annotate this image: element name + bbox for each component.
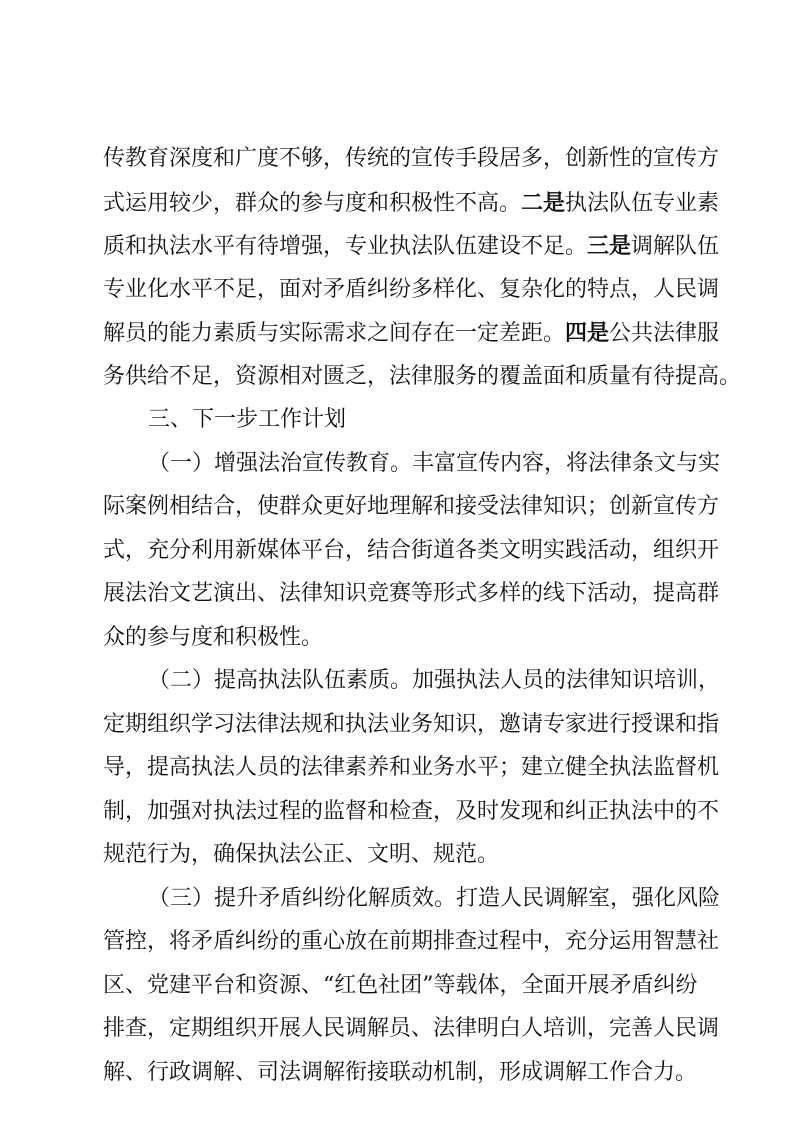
text-run: 区、党建平台和资源、“红色社团”等载体，全面开展矛盾纠纷 bbox=[103, 973, 698, 998]
text-run: 丰富宣传内容，将法律条文与实 bbox=[412, 451, 721, 476]
paragraph-line bbox=[103, 748, 720, 788]
section-heading bbox=[148, 400, 693, 440]
paragraph-line bbox=[103, 705, 720, 745]
paragraph-line bbox=[103, 139, 720, 179]
paragraph-line bbox=[103, 487, 720, 527]
text-run: 规范行为，确保执法公正、文明、规范。 bbox=[103, 842, 500, 867]
paragraph-line bbox=[148, 444, 721, 484]
paragraph-line bbox=[103, 226, 720, 266]
paragraph-line bbox=[103, 835, 693, 875]
paragraph-line bbox=[103, 574, 720, 614]
paragraph-line bbox=[103, 1009, 720, 1049]
paragraph-line bbox=[103, 618, 693, 658]
text-run: 排查，定期组织开展人民调解员、法律明白人培训，完善人民调 bbox=[103, 1016, 720, 1041]
paragraph-line bbox=[148, 879, 721, 919]
subheading-run: （三）提升矛盾纠纷化解质效。 bbox=[148, 886, 457, 911]
text-run: 解、行政调解、司法调解衔接联动机制，形成调解工作合力。 bbox=[103, 1060, 698, 1085]
text-run: 际案例相结合，使群众更好地理解和接受法律知识；创新宣传方 bbox=[103, 494, 720, 519]
paragraph-line bbox=[103, 313, 720, 353]
text-run: 导，提高执法人员的法律素养和业务水平；建立健全执法监督机 bbox=[103, 755, 720, 780]
text-run: 调解队伍 bbox=[631, 234, 720, 259]
paragraph-line bbox=[103, 270, 720, 310]
paragraph-line bbox=[103, 792, 720, 832]
bold-enumerator: 二是 bbox=[521, 190, 566, 216]
bold-enumerator: 三是 bbox=[587, 233, 632, 259]
paragraph-line bbox=[103, 922, 720, 962]
text-run: 众的参与度和积极性。 bbox=[103, 625, 324, 650]
text-run: 打造人民调解室，强化风险 bbox=[456, 886, 721, 911]
heading-text: 三、下一步工作计划 bbox=[148, 407, 347, 432]
text-run: 式运用较少，群众的参与度和积极性不高。 bbox=[103, 191, 522, 216]
paragraph-line bbox=[148, 661, 721, 701]
text-run: 公共法律服 bbox=[609, 321, 720, 346]
paragraph-line bbox=[103, 183, 720, 223]
text-run: 传教育深度和广度不够，传统的宣传手段居多，创新性的宣传方 bbox=[103, 146, 720, 171]
text-run: 定期组织学习法律法规和执法业务知识，邀请专家进行授课和指 bbox=[103, 712, 720, 737]
paragraph-line bbox=[103, 966, 698, 1006]
text-run: 解员的能力素质与实际需求之间存在一定差距。 bbox=[103, 321, 566, 346]
subheading-run: （二）提高执法队伍素质。 bbox=[148, 668, 413, 693]
text-run: 质和执法水平有待增强，专业执法队伍建设不足。 bbox=[103, 234, 588, 259]
text-run: 加强执法人员的法律知识培训， bbox=[412, 668, 721, 693]
paragraph-line bbox=[103, 357, 742, 397]
text-run: 展法治文艺演出、法律知识竞赛等形式多样的线下活动，提高群 bbox=[103, 581, 720, 606]
text-run: 制，加强对执法过程的监督和检查，及时发现和纠正执法中的不 bbox=[103, 799, 720, 824]
text-run: 执法队伍专业素 bbox=[565, 191, 720, 216]
bold-enumerator: 四是 bbox=[565, 320, 610, 346]
subheading-run: （一）增强法治宣传教育。 bbox=[148, 451, 413, 476]
text-run: 式，充分利用新媒体平台，结合街道各类文明实践活动，组织开 bbox=[103, 538, 720, 563]
text-run: 管控，将矛盾纠纷的重心放在前期排查过程中，充分运用智慧社 bbox=[103, 929, 720, 954]
paragraph-line bbox=[103, 1053, 698, 1093]
text-run: 专业化水平不足，面对矛盾纠纷多样化、复杂化的特点，人民调 bbox=[103, 277, 720, 302]
paragraph-line bbox=[103, 531, 720, 571]
text-run: 务供给不足，资源相对匮乏，法律服务的覆盖面和质量有待提高。 bbox=[103, 364, 742, 389]
